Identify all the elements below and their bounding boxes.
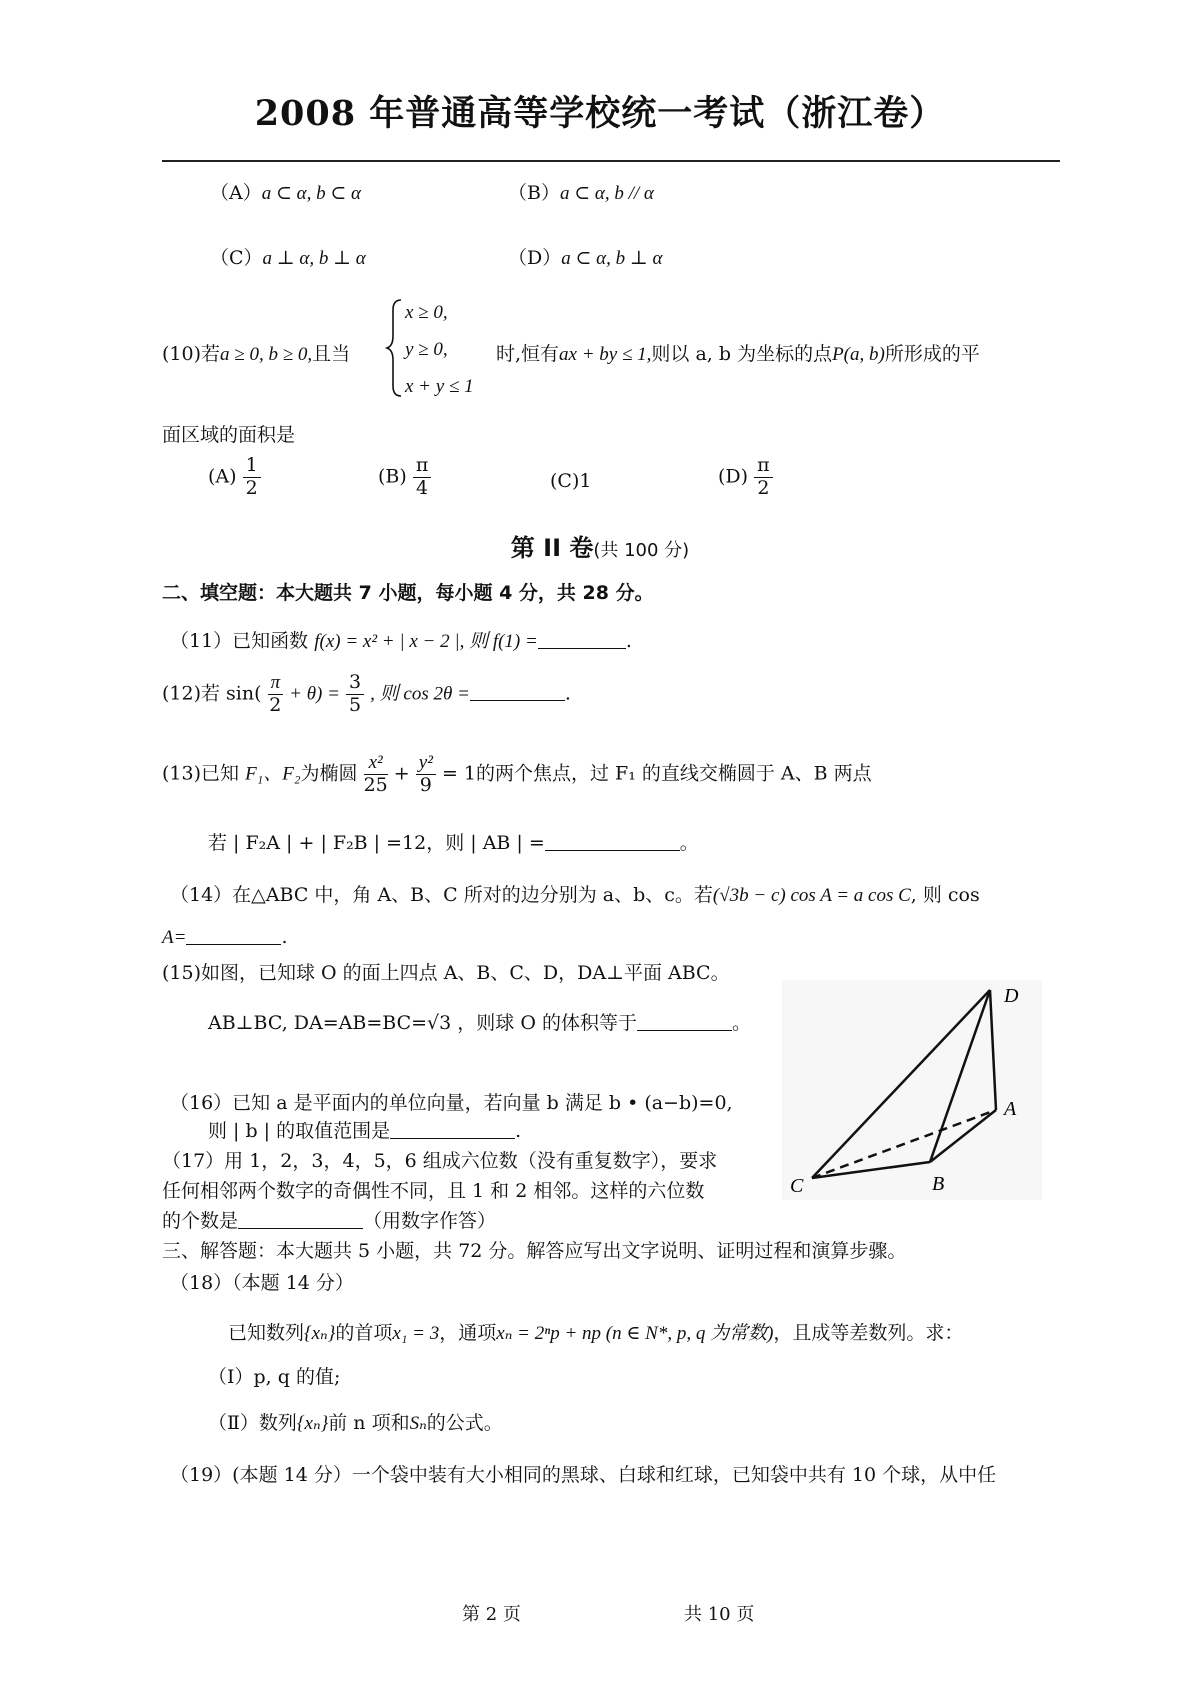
q13-num2: y² <box>416 752 436 775</box>
q18-sequence: {xₙ} <box>304 1323 336 1344</box>
q10-point: P(a, b) <box>832 344 885 365</box>
q13-plus: + <box>393 762 410 785</box>
q16-line1: （16）已知 a 是平面内的单位向量，若向量 b 满足 b • (a−b)=0, <box>170 1092 733 1114</box>
q10-brace <box>385 298 405 398</box>
q10-option-b-num: π <box>413 455 432 478</box>
q10-prefix: (10)若 <box>162 343 221 365</box>
q9-option-a <box>210 178 361 205</box>
q10-after: 时,恒有 <box>496 343 560 365</box>
q13-fraction-1 <box>364 752 388 797</box>
q13-den2: 9 <box>419 773 432 796</box>
q13-line2-end: 。 <box>679 832 699 854</box>
q10-line2: 面区域的面积是 <box>162 424 296 446</box>
q17-answer-blank <box>238 1209 363 1229</box>
q17-end: （用数字作答） <box>363 1210 497 1232</box>
q18-general-term: xₙ = 2ⁿp + np (n ∈ N*, p, q 为常数) <box>496 1323 774 1344</box>
q12-num2: 3 <box>346 672 364 695</box>
figure-label-b: B <box>932 1173 945 1195</box>
q15-line1: (15)如图，已知球 O 的面上四点 A、B、C、D，DA⊥平面 ABC。 <box>162 962 730 984</box>
q18-part2-text-b: 前 n 项和 <box>328 1412 410 1434</box>
q15-answer-blank <box>637 1011 732 1031</box>
footer-page-number: 第 2 页 <box>462 1604 521 1625</box>
q13-foci: F₁、F₂ <box>245 763 301 785</box>
q10-option-d-label: (D) <box>718 465 749 488</box>
q15-line2-text: AB⊥BC, DA=AB=BC=√3 ，则球 O 的体积等于 <box>208 1012 637 1034</box>
q10-option-b-fraction <box>413 455 432 500</box>
q9-option-c-label: （C） <box>210 247 263 269</box>
q10-option-b-label: (B) <box>378 465 407 488</box>
q13-mid: 为椭圆 <box>300 762 358 785</box>
figure-label-a: A <box>1004 1098 1017 1120</box>
q9-option-d-label: （D） <box>508 247 562 269</box>
q10-tail2: 所形成的平 <box>884 343 980 365</box>
q10-option-b-den: 4 <box>416 476 429 499</box>
q12 <box>162 672 571 717</box>
q10-option-a <box>208 455 261 500</box>
q18-part1: （Ⅰ）p, q 的值; <box>208 1366 341 1388</box>
q10-option-d-fraction <box>754 455 773 500</box>
q12-fraction-1 <box>268 672 284 717</box>
q9-option-c <box>210 243 366 270</box>
q15-end: 。 <box>731 1012 751 1034</box>
q10-line1-right <box>496 339 980 366</box>
q10-mid: 且当 <box>312 343 351 365</box>
q16-answer-blank <box>390 1119 515 1139</box>
q10-option-d-num: π <box>754 455 773 478</box>
q14-text: （14）在△ABC 中，角 A、B、C 所对的边分别为 a、b、c。若 <box>170 884 713 906</box>
q10-option-a-fraction <box>243 455 261 500</box>
q10-line1-left <box>162 339 350 366</box>
q17-line2: 任何相邻两个数字的奇偶性不同，且 1 和 2 相邻。这样的六位数 <box>162 1180 705 1202</box>
part2-heading <box>0 528 1200 563</box>
q12-num1: π <box>268 672 284 695</box>
q12-mid: + θ) = <box>289 683 340 705</box>
q17-line3-text: 的个数是 <box>162 1210 239 1232</box>
q13-line1 <box>162 752 872 797</box>
q10-option-c: (C)1 <box>550 470 592 492</box>
q17-line3 <box>162 1206 496 1233</box>
q15-figure <box>782 980 1042 1200</box>
q17-line1: （17）用 1，2，3，4，5，6 组成六位数（没有重复数字），要求 <box>162 1150 718 1172</box>
q11-end: . <box>625 630 632 652</box>
q14-end: . <box>281 926 288 948</box>
q11-text: （11）已知函数 <box>170 630 309 652</box>
q10-option-a-den: 2 <box>245 476 258 499</box>
q18-part2-sum: Sₙ <box>409 1413 427 1434</box>
q12-prefix: (12)若 sin( <box>162 682 262 705</box>
q13-line2 <box>208 828 699 855</box>
q14-line2-text: A= <box>162 927 187 948</box>
q10-option-a-num: 1 <box>243 455 261 478</box>
q12-answer-blank <box>470 681 565 701</box>
q13-eq: = 1 <box>441 762 477 785</box>
title-rule <box>162 160 1060 162</box>
q18-heading: （18）（本题 14 分） <box>170 1272 354 1294</box>
q14-tail: , 则 cos <box>910 884 980 906</box>
q9-option-d-text: a ⊂ α, b ⊥ α <box>561 248 663 269</box>
q15-line2 <box>208 1008 751 1035</box>
q9-option-b <box>508 178 654 205</box>
q10-option-d <box>718 455 773 500</box>
q13-tail: 的两个焦点，过 F₁ 的直线交椭圆于 A、B 两点 <box>476 762 872 785</box>
part2-subtitle: (共 100 分) <box>593 540 690 561</box>
q13-prefix: (13)已知 <box>162 762 240 785</box>
q14-math: (√3b − c) cos A = a cos C <box>712 885 911 906</box>
q14-line2 <box>162 925 287 949</box>
section3-heading: 三、解答题：本大题共 5 小题，共 72 分。解答应写出文字说明、证明过程和演算步骤。 <box>162 1240 907 1262</box>
q10-condition: a ≥ 0, b ≥ 0, <box>220 344 313 365</box>
q16-line2 <box>208 1116 521 1143</box>
q9-option-b-label: （B） <box>508 182 560 204</box>
q9-option-a-label: （A） <box>210 182 262 204</box>
q10-option-d-den: 2 <box>757 476 770 499</box>
q18-part2-text-a: （Ⅱ）数列 <box>208 1412 297 1434</box>
q18-text-c: ，通项 <box>439 1322 497 1344</box>
q10-option-a-label: (A) <box>208 465 237 488</box>
footer-total-pages: 共 10 页 <box>684 1604 755 1625</box>
q13-den1: 25 <box>363 773 388 796</box>
q10-system-1: x ≥ 0, <box>405 302 448 323</box>
q12-end: . <box>564 682 571 705</box>
q18-part2-text-c: 的公式。 <box>426 1412 503 1434</box>
page-title: 2008 年普通高等学校统一考试（浙江卷） <box>254 93 946 134</box>
part2-title: 第 II 卷 <box>510 534 594 562</box>
q10-option-b <box>378 455 431 500</box>
q18-text-b: 的首项 <box>335 1322 393 1344</box>
q16-end: . <box>515 1120 522 1142</box>
q18-part2 <box>208 1408 503 1435</box>
q19-line1: （19）(本题 14 分）一个袋中装有大小相同的黑球、白球和红球，已知袋中共有 10 个球，从中任 <box>170 1464 997 1486</box>
q18-text-a: 已知数列 <box>228 1322 305 1344</box>
q12-fraction-2 <box>346 672 364 717</box>
section2-heading: 二、填空题：本大题共 7 小题，每小题 4 分，共 28 分。 <box>162 582 654 604</box>
figure-label-c: C <box>790 1175 804 1197</box>
q10-tail: 则以 a, b 为坐标的点 <box>651 343 833 365</box>
q10-system-3: x + y ≤ 1 <box>405 376 474 397</box>
q16-line2-text: 则 | b | 的取值范围是 <box>208 1120 391 1142</box>
q13-num1: x² <box>364 752 388 775</box>
q10-inequality: ax + by ≤ 1, <box>559 344 652 365</box>
q13-line2-text: 若 | F₂A | + | F₂B | =12，则 | AB | = <box>208 832 545 854</box>
q14-line1 <box>170 880 980 907</box>
q11 <box>170 626 632 653</box>
q12-den1: 2 <box>269 693 282 716</box>
q11-math: f(x) = x² + | x − 2 |, 则 f(1) = <box>314 631 538 652</box>
q12-den2: 5 <box>349 693 362 716</box>
q9-option-c-text: a ⊥ α, b ⊥ α <box>262 248 366 269</box>
q9-option-d <box>508 243 662 270</box>
q9-option-a-text: a ⊂ α, b ⊂ α <box>261 183 362 204</box>
q13-fraction-2 <box>416 752 436 797</box>
q11-answer-blank <box>538 629 626 649</box>
q13-answer-blank <box>545 831 680 851</box>
q10-system-2: y ≥ 0, <box>405 339 448 360</box>
q14-answer-blank <box>186 925 281 945</box>
figure-label-d: D <box>1004 985 1019 1007</box>
q18-line1 <box>228 1318 963 1345</box>
q18-part2-sequence: {xₙ} <box>296 1413 329 1434</box>
q9-option-b-text: a ⊂ α, b // α <box>559 183 654 204</box>
q12-tail: , 则 cos 2θ = <box>370 683 470 705</box>
q18-first-term: x₁ = 3 <box>392 1323 440 1344</box>
q18-text-d: ，且成等差数列。求： <box>773 1322 964 1344</box>
